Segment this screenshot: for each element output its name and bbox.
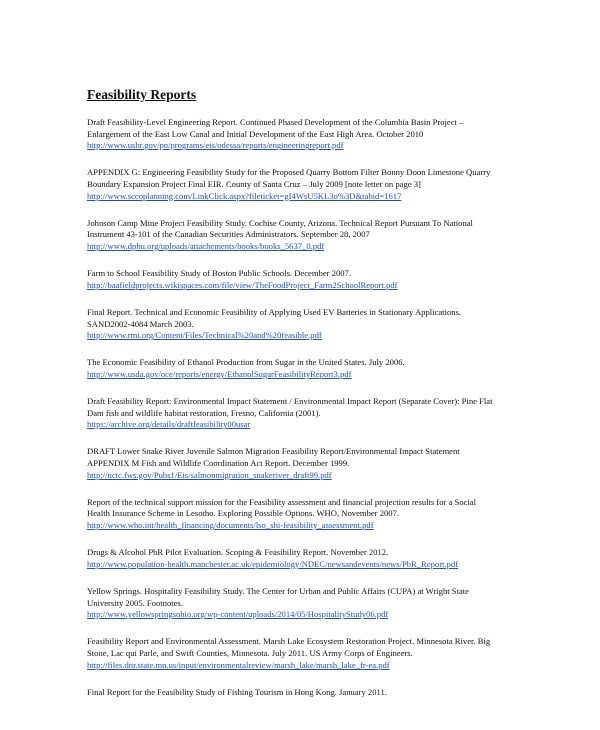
report-entry [87, 307, 497, 342]
report-entry [87, 687, 497, 699]
report-link[interactable]: http://files.dnr.state.mn.us/input/environmentalreview/marsh_lake/marsh_lake_fr-ea.pdf [87, 659, 390, 670]
report-description: Johnson Camp Mine Project Feasibility Study. Cochise County, Arizona. Technical Report Pursuant To National Instrument 43-101 of the Canadian Securities Administrators. September 28, 2007 [87, 217, 473, 240]
report-link[interactable]: http://www.usda.gov/oce/reports/energy/EthanolSugarFeasibilityReport3.pdf [87, 368, 352, 379]
report-description: Yellow Springs. Hospitality Feasibility Study. The Center for Urban and Public Affairs (CUPA) at Wright State University 2005. Footnotes. [87, 585, 469, 608]
report-entry [87, 117, 497, 152]
report-description: DRAFT Lower Snake River Juvenile Salmon Migration Feasibility Report/Environmental Impact Statement APPENDIX M Fish and Wildlife Coordination Act Report. December 1999. [87, 446, 460, 469]
report-link[interactable]: https://archive.org/details/draftfeasibility00usar [87, 419, 251, 430]
report-description: The Economic Feasibility of Ethanol Production from Sugar in the United States. July 2006. [87, 357, 405, 368]
report-entry [87, 446, 497, 481]
report-description: Final Report for the Feasibility Study of Fishing Tourism in Hong Kong. January 2011. [87, 686, 387, 697]
report-entry [87, 396, 497, 431]
report-link[interactable]: http://www.yellowspringsohio.org/wp-content/uploads/2014/05/HospitalityStudy06.pdf [87, 609, 389, 620]
report-description: Draft Feasibility-Level Engineering Report. Continued Phased Development of the Columbia Basin Project – Enlargement of the East Low Canal and Initial Development of the East High Area. October 2010 [87, 117, 464, 139]
report-link[interactable]: http://www.rmi.org/Content/Files/Technical%20and%20feasible.pdf [87, 330, 322, 341]
report-link[interactable]: http://www.who.int/health_financing/documents/lso_shi-feasibility_assessment.pdf [87, 520, 374, 530]
document-page [87, 86, 497, 714]
report-link[interactable]: http://nctc.fws.gov/Pubs1/Eis/salmonmigration_snakeriver_draft99.pdf [87, 469, 332, 480]
report-description: Draft Feasibility Report: Environmental Impact Statement / Environmental Impact Report (Separate Cover): Pine Flat Dam fish and wildlife habitat restoration, Fresno, California (2001). [87, 396, 493, 418]
report-entry [87, 268, 497, 291]
report-entry [87, 547, 497, 570]
report-description: Feasibility Report and Environmental Assessment. Marsh Lake Ecosystem Restoration Project. Minnesota River. Big Stone, Lac qui Parle, and Swift Counties, Minnesota. July 2011. US Army Corps of Engineers. [87, 636, 491, 658]
report-link[interactable]: http://www.usbr.gov/pn/programs/eis/odessa/reports/engineeringreport.pdf [87, 140, 344, 151]
report-entry [87, 218, 497, 253]
report-description: APPENDIX G: Engineering Feasibility Study for the Proposed Quarry Bottom Filter Bonny Doon Limestone Quarry Boundary Expansion Project Final EIR. County of Santa Cruz – July 2009 [note letter on page 3] [87, 167, 491, 189]
report-entry [87, 586, 497, 621]
report-link[interactable]: http://www.sccoplanning.com/LinkClick.aspx?fileticket=gI4WsU5KL3o%3D&tabid=1617 [87, 190, 402, 201]
report-link[interactable]: http://baafieldprojects.wikispaces.com/file/view/TheFoodProject_Farm2SchoolReport.pdf [87, 279, 398, 290]
report-link[interactable]: http://www.population-health.manchester.ac.uk/epidemiology/NDEC/newsandevents/news/PbR_Report.pdf [87, 558, 459, 569]
report-link[interactable]: http://www.dphu.org/uploads/attachements/books/books_5637_0.pdf [87, 240, 325, 251]
report-entry [87, 357, 497, 380]
report-entry [87, 497, 497, 532]
report-description: Drugs & Alcohol PbR Pilot Evaluation. Scoping & Feasibility Report. November 2012. [87, 547, 389, 558]
report-entry [87, 636, 497, 671]
report-entry [87, 167, 497, 202]
report-description: Farm to School Feasibility Study of Boston Public Schools. December 2007. [87, 268, 352, 279]
page-title: Feasibility Reports [87, 87, 197, 102]
report-description: Report of the technical support mission for the Feasibility assessment and financial projection results for a Social Health Insurance Scheme in Lesotho. Exploring Possible Options. WHO, November 2007. [87, 496, 477, 519]
report-description: Final Report. Technical and Economic Feasibility of Applying Used EV Batteries in Stationary Applications. SAND2002-4084 March 2003. [87, 306, 462, 329]
